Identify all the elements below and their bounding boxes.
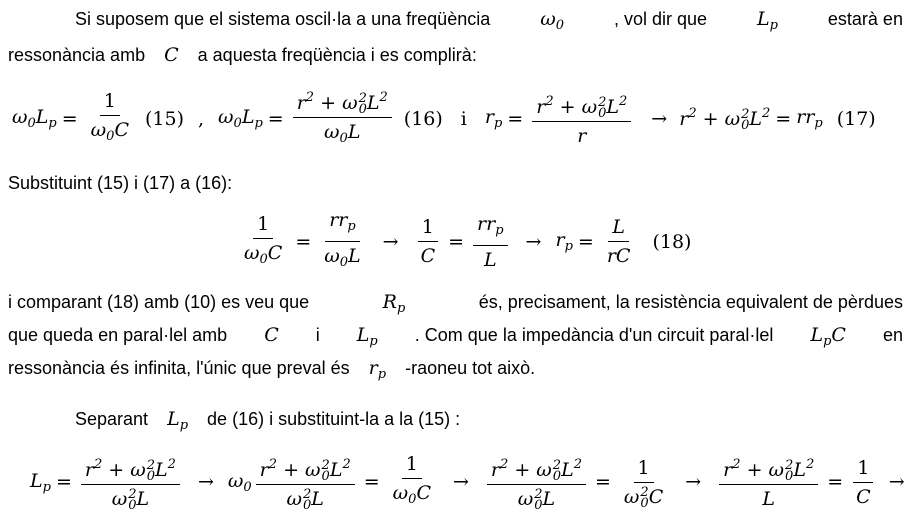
separator: ,	[198, 107, 205, 130]
paragraph-3	[75, 406, 903, 439]
math-C: C	[164, 44, 179, 66]
math-rp: $r_p$	[368, 357, 387, 382]
fraction: $r^2 + \omega$ 2 0 $L^2$ $\omega_0L$	[293, 86, 392, 151]
text-segment: Si suposem que el sistema oscil·la a una freqüència	[75, 9, 491, 29]
text-segment: ressonància amb	[8, 45, 146, 65]
math-Rp: $R_p$	[382, 291, 406, 316]
equation-number-17: (17)	[836, 107, 876, 130]
math-C: C	[264, 324, 279, 346]
text-segment: , vol dir que	[613, 9, 708, 29]
fraction: $r^2 + \omega$ 2 0 $L^2$ L	[719, 453, 818, 511]
equation-number-18: (18)	[652, 230, 692, 253]
equation-18: $\frac{1}{\omega_0C}$ = $\frac{rr_p}{\omega_0L}$ → $\frac{1}{C}$ = $\frac{rr_p}{L}$ → $r_p$ = $\frac{L}{rC}$ (18)	[236, 208, 691, 275]
fraction: $\frac{1}{C}$	[417, 215, 440, 268]
fraction: $r^2 + \omega$ 2 0 $L^2$ ω 2 0 L	[256, 453, 355, 511]
math-LpC: $L_pC$	[810, 324, 846, 349]
equation-number-16: (16)	[403, 107, 443, 130]
math-Lp: $L_p$	[167, 408, 189, 433]
paragraph-2-line-1	[8, 289, 903, 322]
conjunction: i	[460, 107, 467, 130]
substitution-sentence: Substituint (15) i (17) a (16):	[8, 173, 233, 193]
text-segment: ressonància és infinita, l'únic que preval és	[8, 358, 350, 378]
text-segment: en	[882, 325, 903, 345]
fraction: $r^2 + \omega$ 2 0 $L^2$ ω 2 0 L	[81, 453, 180, 511]
text-segment: i	[315, 325, 320, 345]
paragraph-1-line-1	[75, 6, 903, 39]
math-omega0: $\omega_0$	[540, 8, 564, 33]
text-segment: -raoneu tot això.	[405, 358, 536, 378]
text-segment: que queda en paral·lel amb	[8, 325, 228, 345]
fraction: $r^2 + \omega$ 2 0 $L^2$ r	[532, 90, 631, 148]
paragraph-2-line-3	[8, 355, 903, 388]
fraction: $\frac{rr_p}{\omega_0L}$	[324, 209, 361, 270]
fraction: $\frac{1}{\omega_0C}$	[90, 89, 129, 144]
fraction: $\frac{1}{\omega_0C}$	[392, 453, 431, 507]
fraction: $\frac{L}{rC}$	[606, 216, 631, 267]
text-segment: a aquesta freqüència i es complirà:	[197, 45, 477, 65]
text-segment: i comparant (18) amb (10) es veu que	[8, 292, 310, 312]
text-segment: Separant	[75, 409, 149, 429]
math-Lp: $L_p$	[756, 8, 778, 33]
fraction: 1 ω 2 0 C	[623, 456, 664, 511]
math-Lp: $L_p$	[356, 324, 378, 349]
text-segment: és, precisament, la resistència equivalent de pèrdues	[478, 292, 903, 312]
fraction: $\frac{rr_p}{L}$	[473, 212, 508, 272]
text-segment: estarà en	[827, 9, 903, 29]
text-segment: de (16) i substituint-la a la (15) :	[207, 409, 461, 429]
equation-number-15: (15)	[144, 107, 184, 130]
text-segment: . Com que la impedància d'un circuit paral·lel	[414, 325, 774, 345]
fraction: $\frac{1}{C}$	[852, 456, 875, 509]
fraction: $\frac{1}{\omega_0C}$	[244, 212, 283, 267]
equation-row-final: $L_p$ = $r^2 + \omega$ 2 0 $L^2$ ω 2 0 L → $\omega_0$ $r^2 + \omega$ 2 0 $L^2$ ω 2 0 L = $\frac{1}{\omega_0C}$ → $r^2 + \omega$ 2 0 $L^2$ ω 2 0 L = 1 ω 2 0 C → $r^2 + \omega$ 2 0 $L^2$ L = $\frac{1}{C}$ →	[30, 453, 905, 513]
paragraph-1-line-2	[8, 42, 903, 68]
paragraph-2-line-2	[8, 322, 903, 355]
fraction: $r^2 + \omega$ 2 0 $L^2$ ω 2 0 L	[487, 453, 586, 511]
equation-row-15-16-17: $\omega_0L_p$ = $\frac{1}{\omega_0C}$ (15) , $\omega_0L_p$ = $r^2 + \omega$ 2 0 $L^2$ $\omega_0L$ (16) i $r_p$ = $r^2 + \omega$ 2 0 $L^2$ r → $r^2 + \omega$ 2 0 $L^2$ = $rr_p$ (17)	[12, 86, 876, 151]
